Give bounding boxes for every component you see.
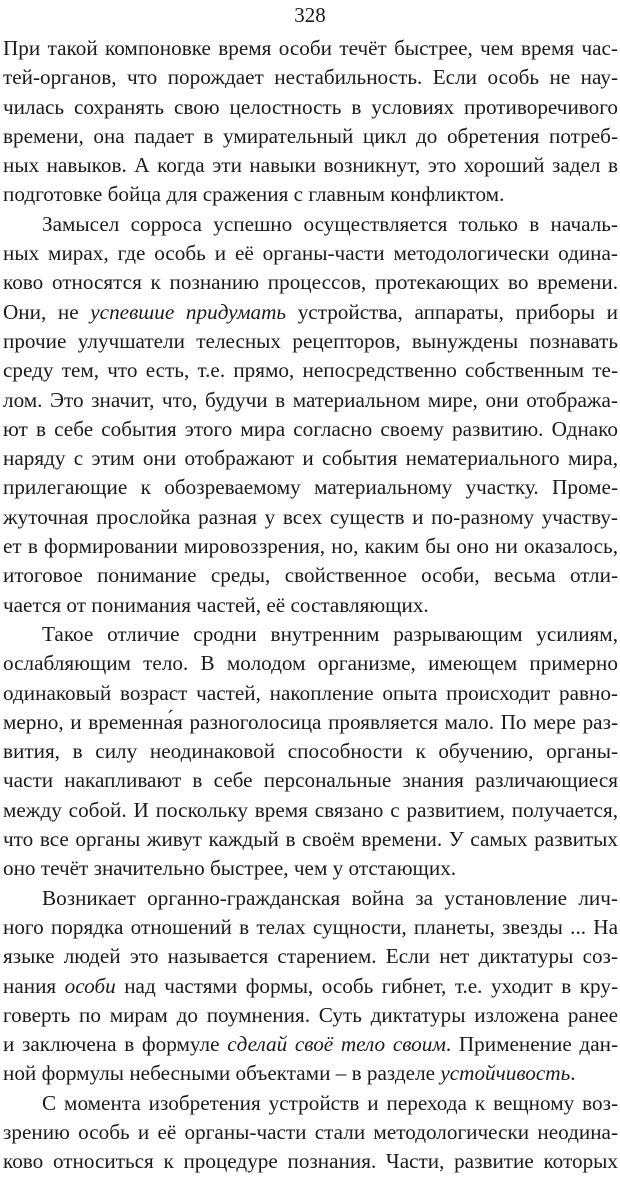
text-segment: устройства, аппараты, приборы и: [286, 299, 618, 324]
text-line: [3, 766, 618, 795]
text-line: [3, 942, 618, 971]
text-line: [3, 268, 618, 297]
text-line: [3, 327, 618, 356]
text-line: [3, 239, 618, 268]
text-segment: нания: [3, 973, 65, 998]
text-segment: тей-органов, что порождает нестабильность. Если особь не нау-: [3, 65, 618, 90]
paragraph: [3, 210, 618, 620]
text-line: [3, 503, 618, 532]
text-line: [3, 1089, 618, 1118]
text-segment: зрению особь и её органы-части стали методологически неодина-: [3, 1119, 618, 1144]
text-line: [3, 473, 618, 502]
text-segment: чилась сохранять свою целостность в условиях противоречивого: [3, 94, 618, 119]
paragraph: [3, 884, 618, 1089]
text-line: [3, 649, 618, 678]
text-segment: прочие улучшатели телесных рецепторов, вынуждены познавать: [3, 328, 618, 353]
text-line: [3, 532, 618, 561]
text-segment: над частями формы, особь гибнет, т.е. уходит в кру-: [115, 973, 618, 998]
text-line: [3, 913, 618, 942]
text-line: [3, 591, 618, 620]
italic-phrase: особи: [64, 973, 116, 998]
text-segment: времени, она падает в умирательный цикл до обретения потреб-: [3, 123, 618, 148]
text-line: [3, 1030, 618, 1059]
text-segment: ных мирах, где особь и её органы-части методологически одина-: [3, 241, 618, 266]
paragraph: [3, 1089, 618, 1177]
text-segment: части накапливают в себе персональные знания различающиеся: [3, 768, 618, 793]
text-line: [3, 884, 618, 913]
page-number: 328: [294, 3, 326, 27]
italic-phrase: устойчивость: [440, 1061, 571, 1086]
text-segment: прилегающие к обозреваемому материальному участку. Проме-: [3, 475, 618, 500]
text-line: [3, 972, 618, 1001]
text-segment: одинаковый возраст частей, накопление опыта происходит равно-: [3, 680, 618, 705]
text-line: [3, 122, 618, 151]
text-segment: Замысел сорроса успешно осуществляется только в началь-: [42, 211, 618, 236]
text-line: [3, 620, 618, 649]
text-line: [3, 854, 618, 883]
paragraph: [3, 620, 618, 884]
text-segment: ной формулы небесными объектами – в разделе: [3, 1061, 441, 1086]
text-segment: языке людей это называется старением. Если нет диктатуры соз-: [3, 944, 618, 969]
text-line: [3, 1059, 618, 1088]
text-segment: мерно, и временна́я разноголосица проявляется мало. По мере раз-: [3, 709, 618, 734]
text-line: [3, 708, 618, 737]
text-segment: ково относиться к процедуре познания. Части, развитие которых: [3, 1149, 618, 1174]
text-line: [3, 93, 618, 122]
text-segment: итоговое понимание среды, свойственное особи, весьма отли-: [3, 563, 618, 588]
text-line: [3, 737, 618, 766]
text-line: [3, 1147, 618, 1176]
text-line: [3, 356, 618, 385]
text-segment: оно течёт значительно быстрее, чем у отстающих.: [3, 856, 457, 881]
text-line: [3, 151, 618, 180]
text-segment: наряду с этим они отображают и события нематериального мира,: [3, 446, 618, 471]
text-segment: . Применение дан-: [445, 1032, 619, 1057]
text-line: [3, 444, 618, 473]
text-segment: Возникает органно-гражданская война за установление лич-: [42, 885, 618, 910]
text-segment: среду тем, что есть, т.е. прямо, непосредственно собственным те-: [3, 358, 618, 383]
text-line: [3, 679, 618, 708]
text-segment: ют в себе события этого мира согласно своему развитию. Однако: [3, 416, 618, 441]
italic-phrase: сделай своё тело своим: [227, 1032, 446, 1057]
text-segment: что все органы живут каждый в своём времени. У самых развитых: [3, 827, 618, 852]
text-line: [3, 415, 618, 444]
text-segment: Такое отличие сродни внутренним разрывающим усилиям,: [42, 621, 618, 646]
text-line: [3, 180, 618, 209]
text-segment: подготовке бойца для сражения с главным конфликтом.: [3, 182, 505, 207]
text-line: [3, 298, 618, 327]
text-segment: говерть по мирам до поумнения. Суть диктатуры изложена ранее: [3, 1002, 618, 1027]
italic-phrase: успевшие придумать: [90, 299, 287, 324]
paragraph: [3, 34, 618, 210]
text-segment: Они, не: [3, 299, 91, 324]
text-segment: и заключена в формуле: [3, 1032, 228, 1057]
text-segment: лом. Это значит, что, будучи в материальном мире, они отобража-: [3, 387, 618, 412]
text-segment: ослабляющим тело. В молодом организме, имеющем примерно: [3, 651, 618, 676]
text-segment: ного порядка отношений в телах сущности, планеты, звезды ... На: [3, 914, 618, 939]
text-segment: вития, в силу неодинаковой способности к обучению, органы-: [3, 739, 618, 764]
text-line: [3, 386, 618, 415]
text-line: [3, 63, 618, 92]
text-segment: ково относятся к познанию процессов, протекающих во времени.: [3, 270, 618, 295]
text-segment: ет в формировании мировоззрения, но, каким бы оно ни оказалось,: [3, 534, 618, 559]
page-body: [3, 34, 618, 1177]
text-segment: между собой. И поскольку время связано с развитием, получается,: [3, 797, 618, 822]
text-segment: жуточная прослойка разная у всех существ и по-разному участву-: [3, 504, 618, 529]
text-line: [3, 1001, 618, 1030]
text-segment: .: [570, 1061, 576, 1086]
text-segment: чается от понимания частей, её составляющих.: [3, 592, 429, 617]
text-line: [3, 34, 618, 63]
text-segment: ных навыков. А когда эти навыки возникнут, это хороший задел в: [3, 153, 618, 178]
text-segment: При такой компоновке время особи течёт быстрее, чем время час-: [3, 36, 618, 60]
text-line: [3, 825, 618, 854]
text-line: [3, 1118, 618, 1147]
text-line: [3, 210, 618, 239]
text-line: [3, 796, 618, 825]
text-line: [3, 561, 618, 590]
text-segment: С момента изобретения устройств и перехода к вещному воз-: [42, 1090, 618, 1115]
